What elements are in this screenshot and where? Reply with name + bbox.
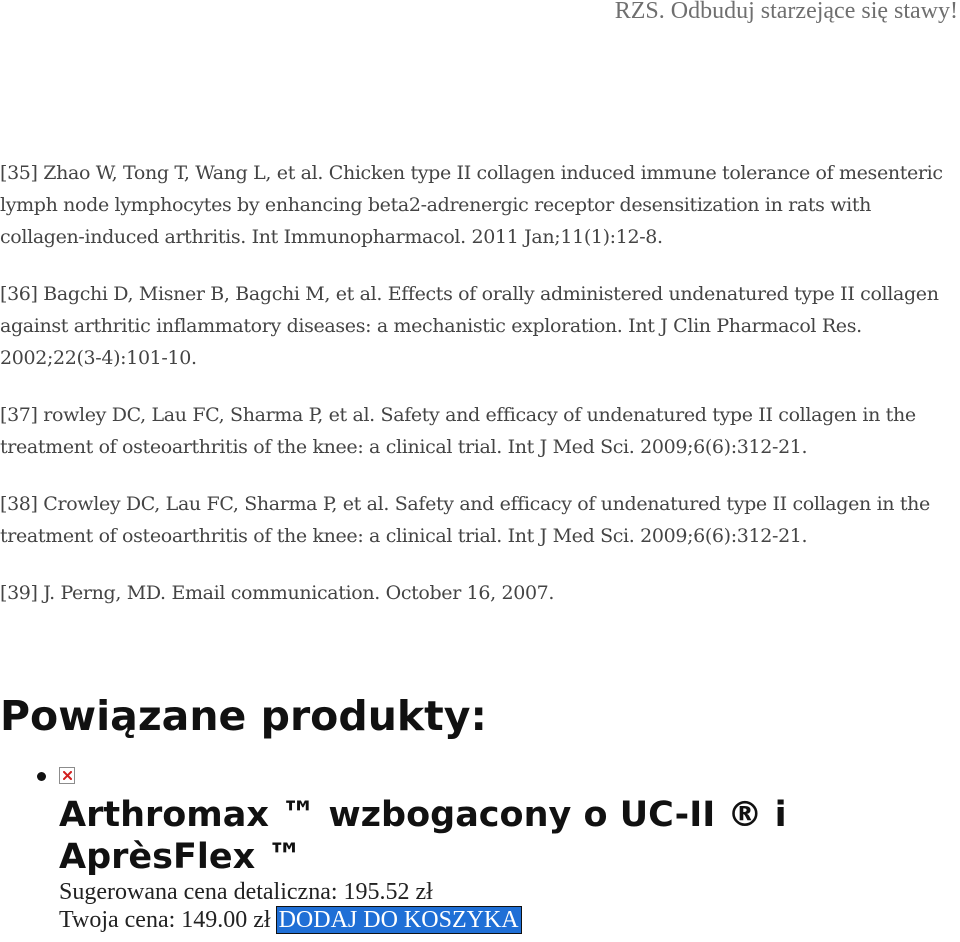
reference-item: [35] Zhao W, Tong T, Wang L, et al. Chicken type II collagen induced immune tolerance of mesenteric lymph node lymphocytes by enhancing beta2-adrenergic receptor desensitization in rats with collagen-induced arthritis. Int Immunopharmacol. 2011 Jan;11(1):12-8. — [0, 162, 943, 248]
add-to-cart-button[interactable]: DODAJ DO KOSZYKA — [278, 907, 519, 933]
price-row — [59, 906, 960, 934]
broken-image-icon[interactable] — [59, 767, 75, 784]
related-products-heading: Powiązane produkty: — [0, 692, 487, 740]
reference-item: [38] Crowley DC, Lau FC, Sharma P, et al. Safety and efficacy of undenatured type II collagen in the treatment of osteoarthritis of the knee: a clinical trial. Int J Med Sci. 2009;6(6):312-21. — [0, 493, 930, 547]
product-item — [0, 762, 960, 934]
related-products-list — [0, 762, 960, 934]
suggested-price: Sugerowana cena detaliczna: 195.52 zł — [59, 879, 433, 905]
reference-item: [37] rowley DC, Lau FC, Sharma P, et al. Safety and efficacy of undenatured type II collagen in the treatment of osteoarthritis of the knee: a clinical trial. Int J Med Sci. 2009;6(6):312-21. — [0, 404, 916, 458]
product-name-link[interactable]: Arthromax ™ wzbogacony o UC-II ® i AprèsFlex ™ — [59, 795, 787, 877]
references-list — [0, 157, 958, 634]
page-title: RZS. Odbuduj starzejące się stawy! — [614, 0, 958, 24]
bullet-icon — [37, 772, 46, 781]
reference-item: [36] Bagchi D, Misner B, Bagchi M, et al. Effects of orally administered undenatured type II collagen against arthritic inflammatory diseases: a mechanistic exploration. Int J Clin Pharmacol Res. 2002;22(3-4):101-10. — [0, 283, 939, 369]
your-price: Twoja cena: 149.00 zł — [59, 907, 271, 933]
reference-item: [39] J. Perng, MD. Email communication. October 16, 2007. — [0, 582, 555, 604]
